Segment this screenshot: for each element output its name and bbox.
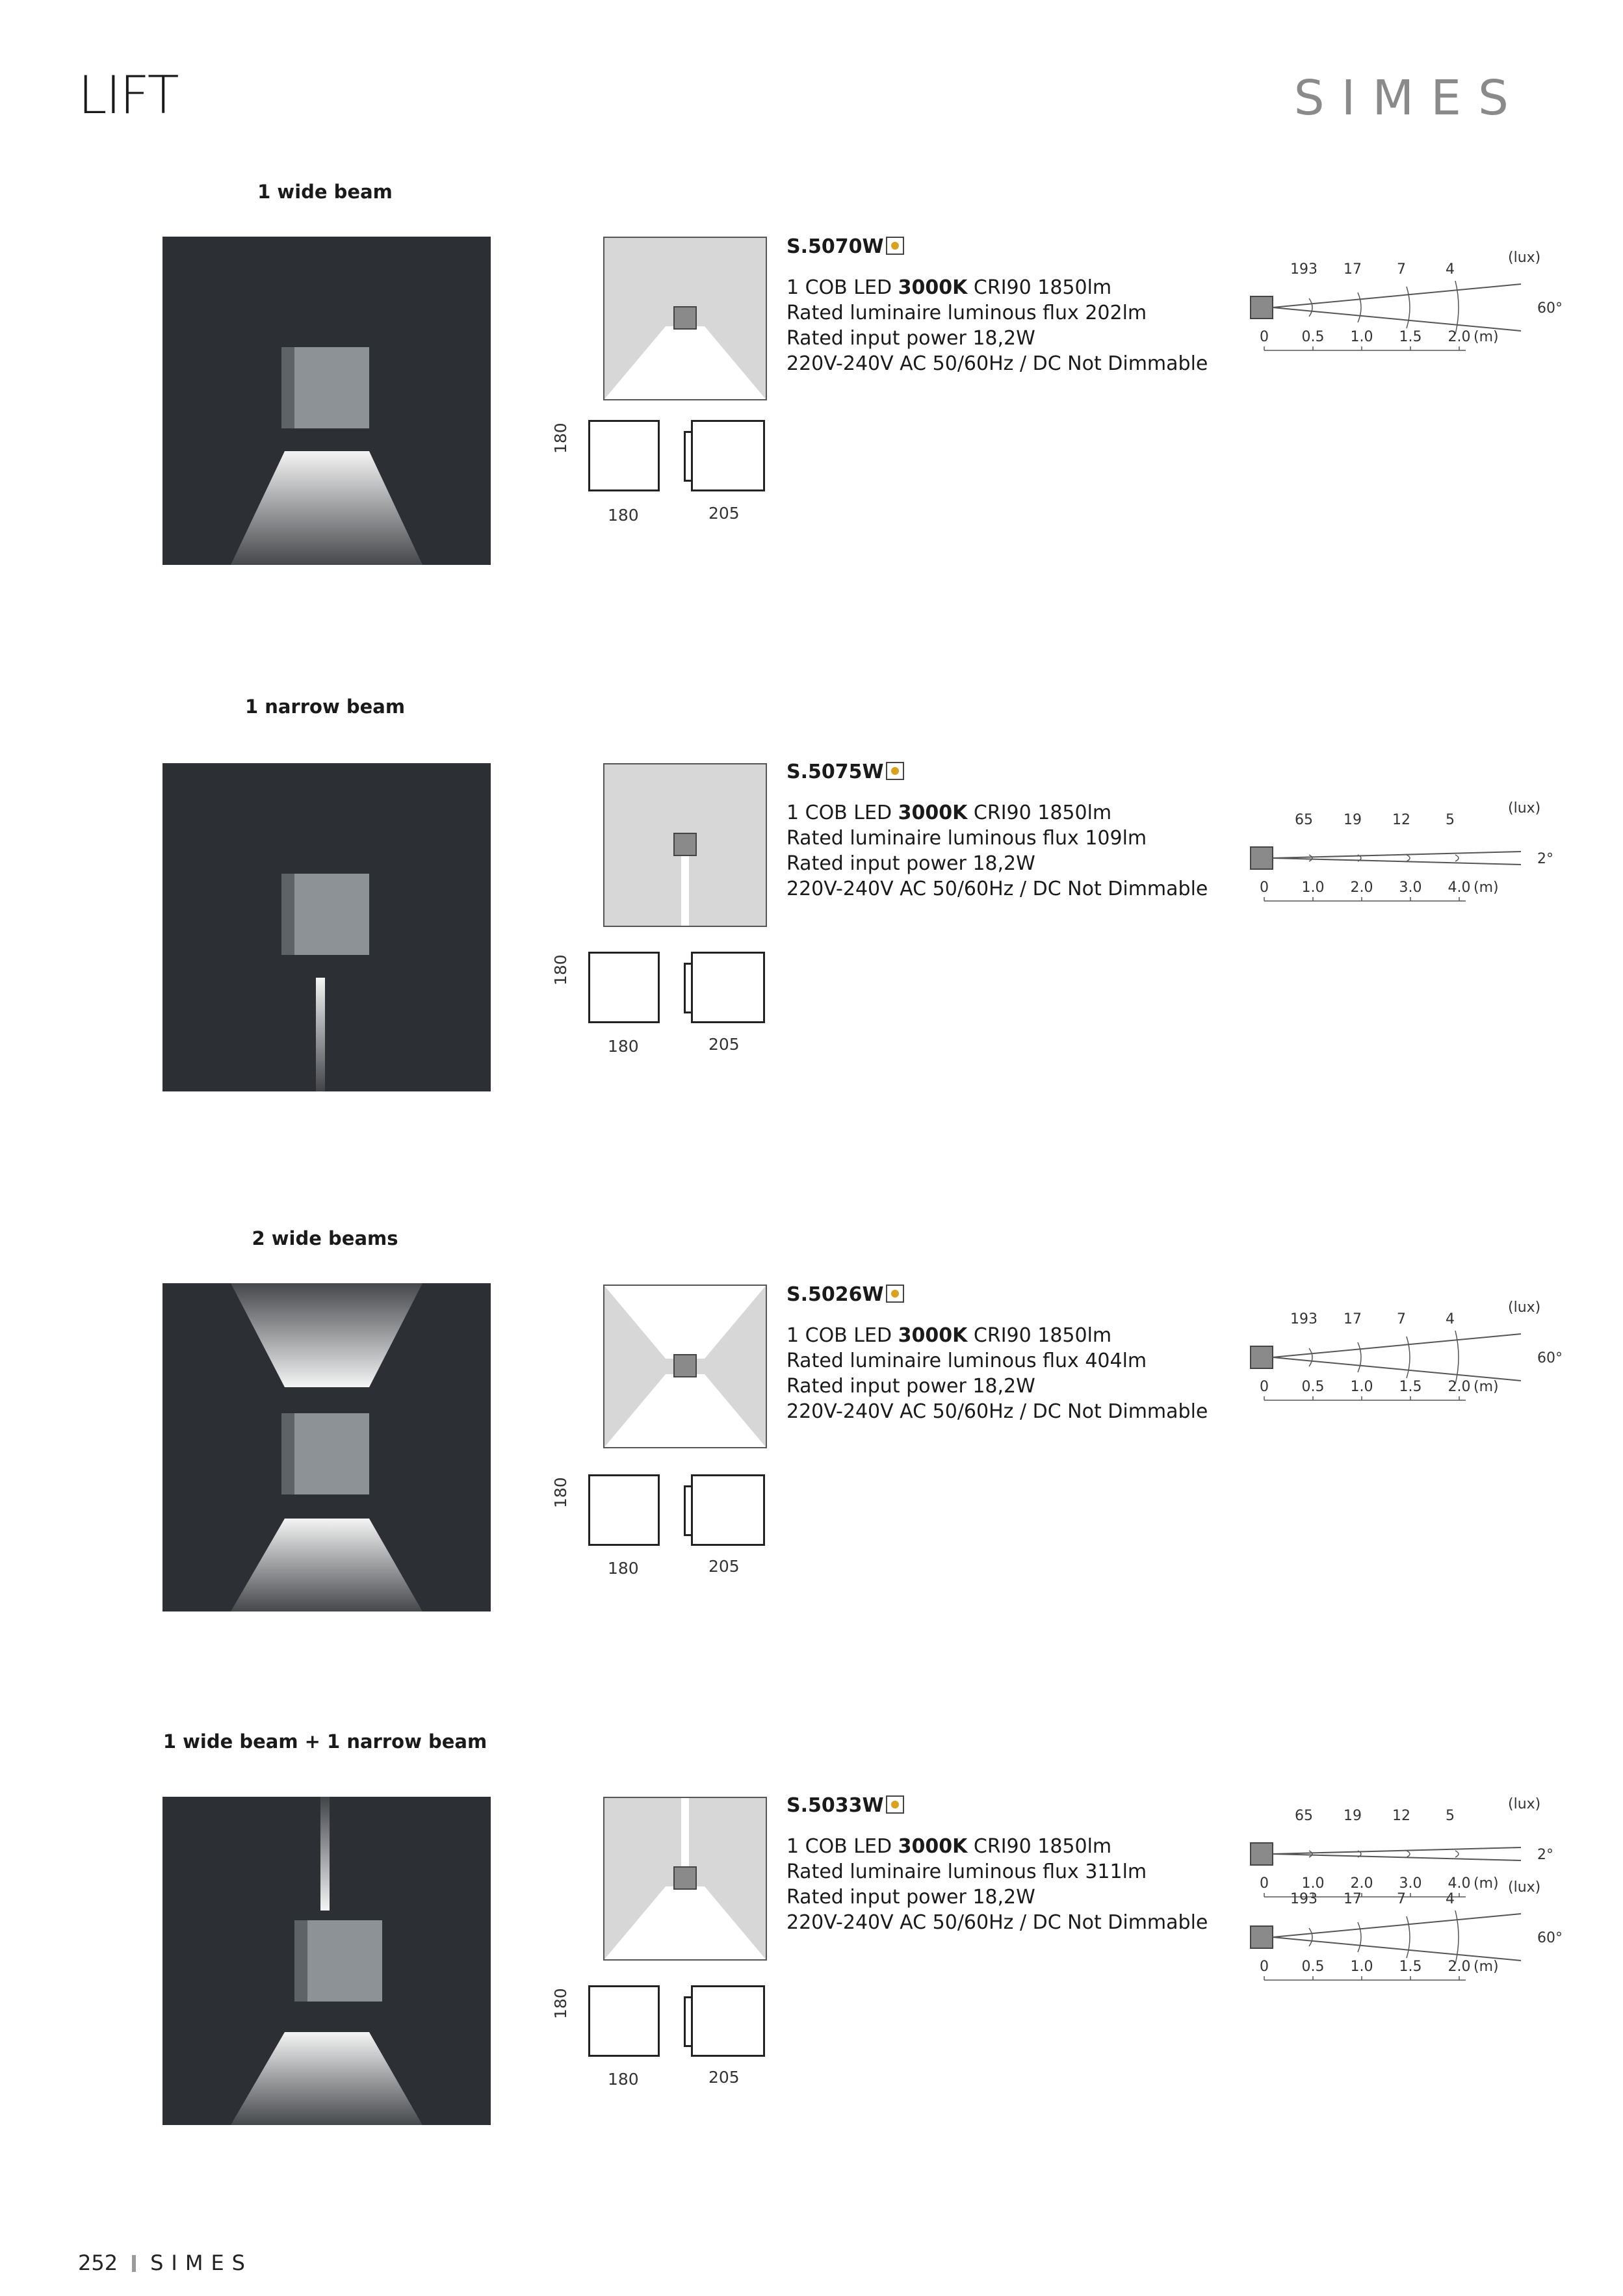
spec-list bbox=[786, 1323, 1208, 1424]
product-section bbox=[0, 696, 1623, 1209]
lux-value: 4 bbox=[1446, 261, 1455, 278]
beam-edge-lower bbox=[1273, 1937, 1521, 1961]
width-dimension: 180 bbox=[608, 506, 639, 525]
beam-edge-lower bbox=[1273, 307, 1521, 331]
distance-value: 2.0 bbox=[1448, 329, 1471, 345]
spec-list bbox=[786, 275, 1208, 376]
distance-value: 0.5 bbox=[1301, 1379, 1325, 1395]
side-view-outline bbox=[691, 1474, 765, 1546]
diagram-svg bbox=[1241, 1879, 1579, 2009]
spec-supply: 220V-240V AC 50/60Hz / DC Not Dimmable bbox=[786, 1400, 1208, 1423]
distance-value: 0 bbox=[1260, 1959, 1269, 1975]
distance-unit-label: (m) bbox=[1474, 1379, 1499, 1395]
spec-supply: 220V-240V AC 50/60Hz / DC Not Dimmable bbox=[786, 878, 1208, 900]
spec-led: 1 COB LED 3000K CRI90 1850lm bbox=[786, 1835, 1112, 1858]
distance-value: 1.5 bbox=[1399, 1959, 1422, 1975]
beam-edge-upper bbox=[1273, 1334, 1521, 1357]
distance-value: 2.0 bbox=[1448, 1959, 1471, 1975]
spec-led: 1 COB LED 3000K CRI90 1850lm bbox=[786, 276, 1112, 299]
product-section bbox=[0, 1227, 1623, 1741]
distance-value: 1.0 bbox=[1350, 1959, 1373, 1975]
lux-value: 12 bbox=[1392, 1808, 1410, 1824]
spec-flux: Rated luminaire luminous flux 202lm bbox=[786, 302, 1147, 324]
isolux-arc bbox=[1407, 1337, 1410, 1378]
height-dimension: 180 bbox=[551, 1988, 570, 2019]
photometric-diagram bbox=[1241, 800, 1579, 930]
lux-unit-label: (lux) bbox=[1508, 1879, 1541, 1896]
spec-supply: 220V-240V AC 50/60Hz / DC Not Dimmable bbox=[786, 1911, 1208, 1934]
width-dimension: 180 bbox=[608, 1559, 639, 1578]
section-label: 1 wide beam + 1 narrow beam bbox=[162, 1730, 487, 1753]
distance-value: 0 bbox=[1260, 329, 1269, 345]
lux-value: 5 bbox=[1446, 812, 1455, 828]
depth-dimension: 205 bbox=[708, 1557, 740, 1576]
distance-value: 1.5 bbox=[1399, 1379, 1422, 1395]
distance-unit-label: (m) bbox=[1474, 1875, 1499, 1892]
side-view-outline bbox=[691, 1985, 765, 2057]
spec-power: Rated input power 18,2W bbox=[786, 1886, 1035, 1909]
distance-value: 0.5 bbox=[1301, 1959, 1325, 1975]
isolux-arc bbox=[1407, 1916, 1410, 1958]
section-label: 2 wide beams bbox=[252, 1227, 398, 1249]
spec-supply: 220V-240V AC 50/60Hz / DC Not Dimmable bbox=[786, 352, 1208, 375]
product-photo bbox=[162, 1283, 491, 1611]
isolux-arc bbox=[1309, 1348, 1312, 1366]
distance-value: 1.0 bbox=[1301, 880, 1325, 896]
distance-unit-label: (m) bbox=[1474, 329, 1499, 345]
spec-flux: Rated luminaire luminous flux 404lm bbox=[786, 1350, 1147, 1372]
product-photo bbox=[162, 1797, 491, 2125]
beam-plan-view bbox=[603, 763, 767, 927]
led-icon bbox=[886, 1795, 904, 1814]
spec-power: Rated input power 18,2W bbox=[786, 327, 1035, 350]
distance-value: 4.0 bbox=[1448, 880, 1471, 896]
isolux-arc bbox=[1358, 293, 1361, 322]
spec-list bbox=[786, 1834, 1208, 1935]
page-number: 252 bbox=[78, 2250, 118, 2275]
depth-dimension: 205 bbox=[708, 2068, 740, 2087]
distance-value: 2.0 bbox=[1350, 1875, 1373, 1892]
beam-edge-upper bbox=[1273, 1914, 1521, 1937]
beam-angle-label: 2° bbox=[1537, 1847, 1553, 1863]
side-view-outline bbox=[691, 952, 765, 1023]
product-section bbox=[0, 1730, 1623, 2244]
distance-value: 0 bbox=[1260, 1875, 1269, 1892]
distance-value: 4.0 bbox=[1448, 1875, 1471, 1892]
isolux-arc bbox=[1407, 855, 1410, 861]
depth-dimension: 205 bbox=[708, 1035, 740, 1054]
height-dimension: 180 bbox=[551, 954, 570, 985]
front-view-outline bbox=[588, 1474, 660, 1546]
beam-plan-view bbox=[603, 237, 767, 400]
photometric-diagram bbox=[1241, 1879, 1579, 2009]
distance-value: 1.5 bbox=[1399, 329, 1422, 345]
lux-value: 4 bbox=[1446, 1311, 1455, 1327]
distance-value: 0.5 bbox=[1301, 329, 1325, 345]
side-view-outline bbox=[691, 420, 765, 491]
isolux-arc bbox=[1407, 1851, 1410, 1857]
diagram-svg bbox=[1241, 1299, 1579, 1429]
isolux-arc bbox=[1358, 1922, 1361, 1952]
lux-unit-label: (lux) bbox=[1508, 1299, 1541, 1316]
distance-value: 3.0 bbox=[1399, 880, 1422, 896]
isolux-arc bbox=[1455, 1911, 1459, 1964]
lux-value: 17 bbox=[1344, 261, 1362, 278]
isolux-arc bbox=[1309, 1851, 1312, 1857]
beam-angle-label: 2° bbox=[1537, 851, 1553, 867]
distance-value: 1.0 bbox=[1350, 329, 1373, 345]
product-code: S.5075W bbox=[786, 761, 884, 783]
lux-value: 19 bbox=[1344, 1808, 1362, 1824]
front-view-outline bbox=[588, 952, 660, 1023]
section-label: 1 wide beam bbox=[257, 181, 393, 203]
depth-dimension: 205 bbox=[708, 504, 740, 523]
product-code: S.5033W bbox=[786, 1794, 884, 1817]
spec-power: Rated input power 18,2W bbox=[786, 852, 1035, 875]
lux-value: 7 bbox=[1397, 1311, 1406, 1327]
lux-value: 65 bbox=[1295, 1808, 1313, 1824]
light-source-icon bbox=[1251, 296, 1273, 319]
spec-led: 1 COB LED 3000K CRI90 1850lm bbox=[786, 1324, 1112, 1347]
lux-value: 5 bbox=[1446, 1808, 1455, 1824]
lux-unit-label: (lux) bbox=[1508, 250, 1541, 266]
beam-angle-label: 60° bbox=[1537, 1930, 1563, 1946]
isolux-arc bbox=[1455, 281, 1459, 334]
distance-value: 1.0 bbox=[1301, 1875, 1325, 1892]
led-icon bbox=[886, 762, 904, 780]
diagram-svg bbox=[1241, 249, 1579, 379]
lux-value: 17 bbox=[1344, 1891, 1362, 1907]
product-section bbox=[0, 181, 1623, 694]
width-dimension: 180 bbox=[608, 2070, 639, 2089]
distance-unit-label: (m) bbox=[1474, 880, 1499, 896]
front-view-outline bbox=[588, 1985, 660, 2057]
spec-power: Rated input power 18,2W bbox=[786, 1375, 1035, 1398]
beam-plan-view bbox=[603, 1797, 767, 1961]
footer-divider bbox=[132, 2255, 136, 2272]
lux-value: 4 bbox=[1446, 1891, 1455, 1907]
spec-flux: Rated luminaire luminous flux 109lm bbox=[786, 827, 1147, 850]
photometric-diagram bbox=[1241, 249, 1579, 379]
product-photo bbox=[162, 237, 491, 565]
front-view-outline bbox=[588, 420, 660, 491]
beam-edge-lower bbox=[1273, 1357, 1521, 1381]
height-dimension: 180 bbox=[551, 1477, 570, 1508]
height-dimension: 180 bbox=[551, 423, 570, 454]
distance-value: 1.0 bbox=[1350, 1379, 1373, 1395]
lux-value: 193 bbox=[1290, 1311, 1318, 1327]
light-source-icon bbox=[1251, 847, 1273, 869]
isolux-arc bbox=[1309, 855, 1312, 861]
page-title: LIFT bbox=[78, 65, 178, 125]
spec-led: 1 COB LED 3000K CRI90 1850lm bbox=[786, 802, 1112, 824]
beam-edge-upper bbox=[1273, 284, 1521, 307]
beam-angle-label: 60° bbox=[1537, 300, 1563, 317]
spec-flux: Rated luminaire luminous flux 311lm bbox=[786, 1860, 1147, 1883]
section-label: 1 narrow beam bbox=[244, 696, 406, 718]
isolux-arc bbox=[1407, 287, 1410, 328]
width-dimension: 180 bbox=[608, 1037, 639, 1056]
light-source-icon bbox=[1251, 1926, 1273, 1948]
distance-value: 0 bbox=[1260, 1379, 1269, 1395]
isolux-arc bbox=[1309, 1928, 1312, 1946]
isolux-arc bbox=[1455, 1331, 1459, 1384]
distance-unit-label: (m) bbox=[1474, 1959, 1499, 1975]
spec-list bbox=[786, 800, 1208, 902]
brand-logo: SIMES bbox=[1293, 70, 1526, 126]
distance-value: 3.0 bbox=[1399, 1875, 1422, 1892]
isolux-arc bbox=[1358, 1342, 1361, 1372]
diagram-svg bbox=[1241, 800, 1579, 930]
light-source-icon bbox=[1251, 1843, 1273, 1865]
photometric-diagram bbox=[1241, 1299, 1579, 1429]
lux-value: 7 bbox=[1397, 1891, 1406, 1907]
distance-value: 0 bbox=[1260, 880, 1269, 896]
isolux-arc bbox=[1455, 1851, 1459, 1857]
isolux-arc bbox=[1309, 298, 1312, 317]
lux-value: 193 bbox=[1290, 1891, 1318, 1907]
lux-value: 193 bbox=[1290, 261, 1318, 278]
product-code: S.5070W bbox=[786, 235, 884, 258]
lux-unit-label: (lux) bbox=[1508, 1796, 1541, 1812]
lux-value: 7 bbox=[1397, 261, 1406, 278]
product-photo bbox=[162, 763, 491, 1091]
lux-value: 12 bbox=[1392, 812, 1410, 828]
led-icon bbox=[886, 237, 904, 255]
page-footer bbox=[78, 2250, 253, 2275]
light-source-icon bbox=[1251, 1346, 1273, 1368]
footer-brand: SIMES bbox=[150, 2250, 253, 2275]
lux-value: 17 bbox=[1344, 1311, 1362, 1327]
lux-value: 65 bbox=[1295, 812, 1313, 828]
lux-unit-label: (lux) bbox=[1508, 800, 1541, 816]
beam-angle-label: 60° bbox=[1537, 1350, 1563, 1366]
distance-value: 2.0 bbox=[1350, 880, 1373, 896]
beam-plan-view bbox=[603, 1285, 767, 1448]
led-icon bbox=[886, 1285, 904, 1303]
isolux-arc bbox=[1455, 855, 1459, 861]
distance-value: 2.0 bbox=[1448, 1379, 1471, 1395]
product-code: S.5026W bbox=[786, 1283, 884, 1306]
lux-value: 19 bbox=[1344, 812, 1362, 828]
